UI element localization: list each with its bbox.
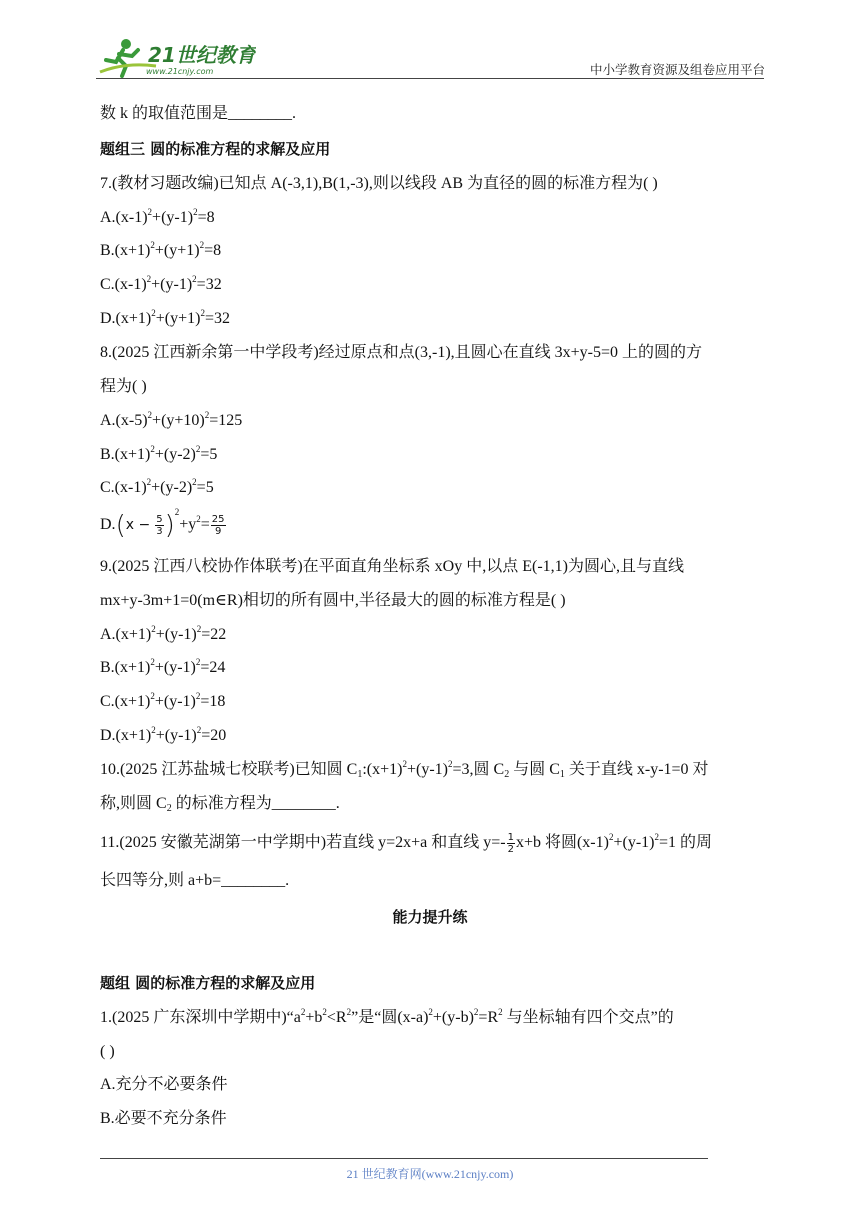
question-8-cont: 程为( )	[100, 378, 147, 395]
section-title: 能力提升练	[392, 908, 468, 926]
option-8b: $B.(x+1)^2+(y-2)^2=5$	[100, 444, 218, 463]
option-9c: $C.(x+1)^2+(y-1)^2=18$	[100, 691, 226, 710]
question-9: 9.(2025 江西八校协作体联考)在平面直角坐标系 xOy 中,以点 E(-1,1)为圆心,且与直线	[100, 558, 684, 575]
option-9b: $B.(x+1)^2+(y-1)^2=24$	[100, 657, 226, 676]
question-10-cont: 称,则圆 $C_2$ 的标准方程为________.	[100, 795, 340, 814]
option-1a: A.充分不必要条件	[100, 1076, 228, 1093]
svg-text:21世纪教育: 21世纪教育	[148, 43, 256, 67]
group-heading: 题组 圆的标准方程的求解及应用	[100, 974, 316, 992]
footer-divider	[100, 1158, 708, 1159]
fraction: $\frac{5}{3}$	[156, 513, 163, 537]
option-7c: $C.(x-1)^2+(y-1)^2=32$	[100, 274, 222, 293]
question-10: 10.(2025 江苏盐城七校联考)已知圆 $C_1:(x+1)^2+(y-1)^2=3$,圆 $C_2$ 与圆 $C_1$ 关于直线 x-y-1=0 对	[100, 759, 709, 780]
header-divider	[96, 78, 764, 79]
option-7d: $D.(x+1)^2+(y+1)^2=32$	[100, 308, 230, 327]
fraction: $\frac{25}{9}$	[211, 513, 225, 537]
question-11: 11.(2025 安徽芜湖第一中学期中)若直线 y=2x+a 和直线 y=- $\frac{1}{2}$ x+b 将圆$(x-1)^2+(y-1)^2=1$ 的周	[100, 831, 713, 855]
question-9-cont: mx+y-3m+1=0(m∈R)相切的所有圆中,半径最大的圆的标准方程是( )	[100, 592, 566, 609]
text-line: 数 k 的取值范围是________.	[100, 105, 297, 122]
question-11-cont: 长四等分,则 a+b=________.	[100, 872, 290, 889]
footer-text[interactable]: 21 世纪教育网(www.21cnjy.com)	[346, 1167, 514, 1181]
fraction: $\frac{1}{2}$	[507, 831, 514, 855]
problem-1-cont: ( )	[100, 1043, 115, 1060]
problem-1: 1.(2025 广东深圳中学期中)“$a^2+b^2<R^2$”是“圆$(x-a)^2+(y-b)^2=R^2$ 与坐标轴有四个交点”的	[100, 1007, 674, 1026]
site-logo	[96, 36, 256, 80]
option-8a: $A.(x-5)^2+(y+10)^2=125$	[100, 410, 243, 429]
option-8c: $C.(x-1)^2+(y-2)^2=5$	[100, 477, 214, 496]
site-name: 中小学教育资源及组卷应用平台	[589, 63, 765, 77]
svg-text:www.21cnjy.com: www.21cnjy.com	[146, 67, 214, 76]
question-7: 7.(教材习题改编)已知点 A(-3,1),B(1,-3),则以线段 AB 为直径的圆的标准方程为( )	[100, 175, 658, 192]
option-1b: B.必要不充分条件	[100, 1110, 227, 1127]
option-9a: $A.(x+1)^2+(y-1)^2=22$	[100, 624, 227, 643]
question-8: 8.(2025 江西新余第一中学段考)经过原点和点(3,-1),且圆心在直线 3x+y-5=0 上的圆的方	[100, 344, 703, 361]
option-7a: $A.(x-1)^2+(y-1)^2=8$	[100, 207, 215, 226]
option-8d: D.(x − $\frac{5}{3}$ )$^2+y^2=$ $\frac{25}{9}$	[100, 507, 225, 541]
option-7b: $B.(x+1)^2+(y+1)^2=8$	[100, 240, 222, 259]
option-9d: $D.(x+1)^2+(y-1)^2=20$	[100, 725, 227, 744]
group-heading: 题组三 圆的标准方程的求解及应用	[100, 140, 331, 158]
